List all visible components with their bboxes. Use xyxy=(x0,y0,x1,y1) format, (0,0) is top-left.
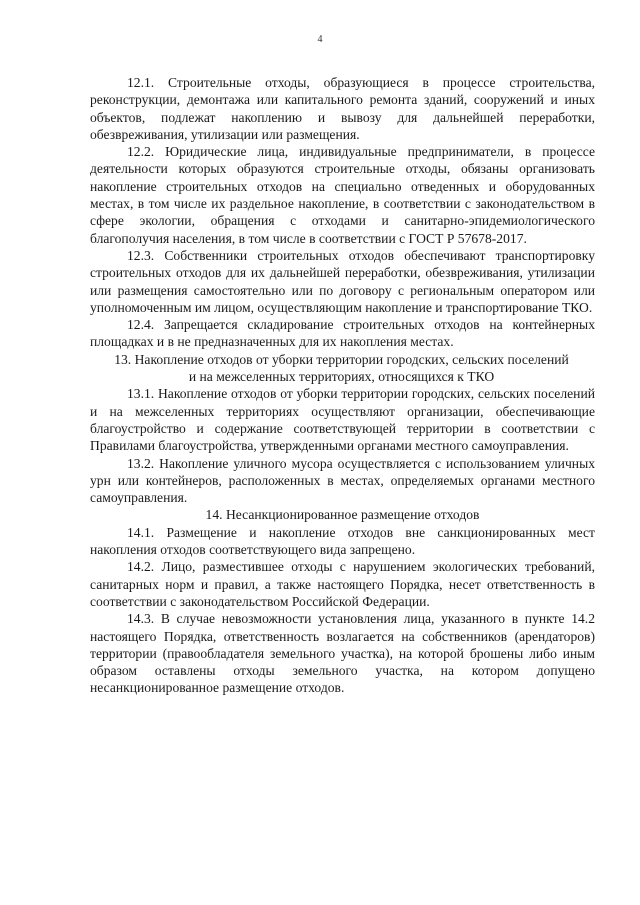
paragraph-14-3: 14.3. В случае невозможности установления лица, указанного в пункте 14.2 настоящего Порядка, ответственность возлагается на собственников (арендаторов) территории (правообладателя земельного участка), на которой брошены либо иным образом оставлены отходы земельного участка, на котором допущено несанкционированное размещение отходов. xyxy=(90,611,595,696)
paragraph-12-3: 12.3. Собственники строительных отходов обеспечивают транспортировку строительных отходов для их дальнейшей переработки, обезвреживания, утилизации или размещения самостоятельно или по договору с региональным оператором или уполномоченным им лицом, осуществляющим накопление и транспортирование ТКО. xyxy=(90,247,595,315)
paragraph-13-1: 13.1. Накопление отходов от уборки территории городских, сельских поселений и на межселенных территориях осуществляют организации, обеспечивающие благоустройство и содержание соответствующей территории в соответствии с Правилами благоустройства, утвержденными органами местного самоуправления. xyxy=(90,386,595,454)
paragraph-12-4: 12.4. Запрещается складирование строительных отходов на контейнерных площадках и в не предназначенных для их накопления местах. xyxy=(90,317,595,350)
paragraph-12-1: 12.1. Строительные отходы, образующиеся в процессе строительства, реконструкции, демонтажа или капитального ремонта зданий, сооружений и иных объектов, подлежат накоплению и вывозу для дальнейшей переработки, обезвреживания, утилизации или размещения. xyxy=(90,75,595,142)
page-number: 4 xyxy=(317,34,323,45)
paragraph-12-2: 12.2. Юридические лица, индивидуальные предприниматели, в процессе деятельности которых образуются строительные отходы, обязаны организовать накопление строительных отходов на специально отведенных и оборудованных местах, в том числе их раздельное накопление, в соответствии с законодательством в сфере экологии, обращения с отходами и санитарно-эпидемиологического благополучия населения, в том числе в соответствии с ГОСТ Р 57678-2017. xyxy=(90,144,595,246)
paragraph-14-1: 14.1. Размещение и накопление отходов вне санкционированных мест накопления отходов соответствующего вида запрещено. xyxy=(90,524,595,558)
paragraph-13-2: 13.2. Накопление уличного мусора осуществляется с использованием уличных урн или контейнеров, расположенных в местах, определяемых органами местного самоуправления. xyxy=(90,455,595,506)
document-body xyxy=(90,74,595,697)
section-14-heading: 14. Несанкционированное размещение отходов xyxy=(205,507,480,523)
paragraph-14-2: 14.2. Лицо, разместившее отходы с нарушением экологических требований, санитарных норм и правил, а также настоящего Порядка, несет ответственность в соответствии с законодательством Российской Федерации. xyxy=(90,559,595,609)
section-13-heading: 13. Накопление отходов от уборки территории городских, сельских поселений и на межселенных территориях, относящихся к ТКО xyxy=(114,351,569,385)
